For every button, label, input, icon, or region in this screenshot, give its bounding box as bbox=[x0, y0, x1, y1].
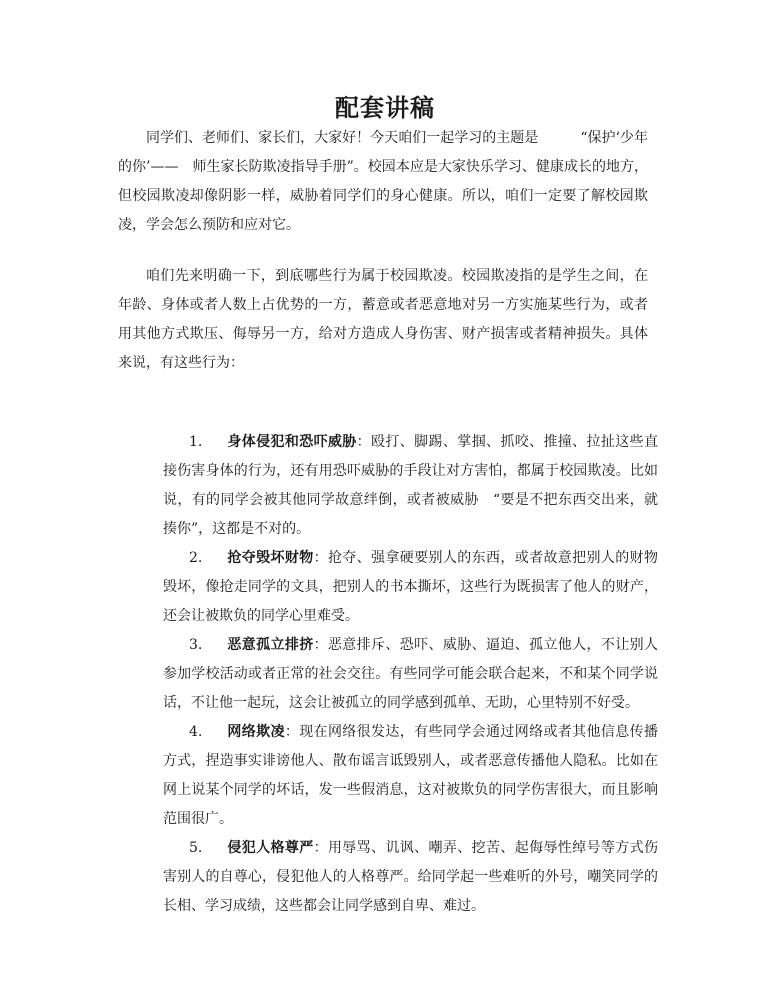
item-term: 侵犯人格尊严 bbox=[227, 840, 314, 856]
item-number: 1. bbox=[189, 434, 203, 450]
item-text: ：恶意排斥、恐吓、威胁、逼迫、孤立他人，不让别人参加学校活动或者正常的社会交往。有些同学可能会联合起来，不和某个同学说话，不让他一起玩，这会让被孤立的同学感到孤单、无助，心里特别不好受。 bbox=[163, 637, 659, 711]
list-item bbox=[163, 834, 658, 921]
item-term: 网络欺凌 bbox=[227, 724, 285, 740]
item-text: ：现在网络很发达，有些同学会通过网络或者其他信息传播方式，捏造事实诽谤他人、散布谣言诋毁别人，或者恶意传播他人隐私。比如在网上说某个同学的坏话，发一些假消息，这对被欺负的同学伤害很大，而且影响范围很广。 bbox=[163, 724, 659, 827]
page-title: 配套讲稿 bbox=[335, 93, 435, 122]
item-number: 3. bbox=[189, 637, 203, 653]
list-item bbox=[163, 631, 658, 718]
intro-paragraph: 同学们、老师们、家长们，大家好！今天咱们一起学习的主题是 “保护‘少年的你’—— 师生家长防欺凌指导手册”。校园本应是大家快乐学习、健康成长的地方，但校园欺凌却像阴影一样，威胁着同学们的身心健康。所以，咱们一定要了解校园欺凌，学会怎么预防和应对它。 bbox=[118, 130, 648, 233]
list-item bbox=[163, 428, 658, 544]
list-item bbox=[163, 718, 658, 834]
item-term: 抢夺毁坏财物 bbox=[227, 550, 314, 566]
item-number: 2. bbox=[189, 550, 203, 566]
item-text: ：殴打、脚踢、掌掴、抓咬、推撞、拉扯这些直接伤害身体的行为，还有用恐吓威胁的手段让对方害怕，都属于校园欺凌。比如说，有的同学会被其他同学故意绊倒，或者被威胁 “要是不把东西交出来，就揍你”，这都是不对的。 bbox=[163, 434, 659, 537]
definition-paragraph: 咱们先来明确一下，到底哪些行为属于校园欺凌。校园欺凌指的是学生之间，在年龄、身体或者人数上占优势的一方，蓄意或者恶意地对另一方实施某些行为，或者用其他方式欺压、侮辱另一方，给对方造成人身伤害、财产损害或者精神损失。具体来说，有这些行为： bbox=[118, 268, 648, 371]
item-number: 5. bbox=[189, 840, 203, 856]
list-item bbox=[163, 544, 658, 631]
bullying-types-list bbox=[163, 428, 658, 921]
item-term: 恶意孤立排挤 bbox=[227, 637, 314, 653]
item-text: ：抢夺、强拿硬要别人的东西，或者故意把别人的财物毁坏，像抢走同学的文具，把别人的书本撕坏，这些行为既损害了他人的财产，还会让被欺负的同学心里难受。 bbox=[163, 550, 659, 624]
item-text: ：用辱骂、讥讽、嘲弄、挖苦、起侮辱性绰号等方式伤害别人的自尊心，侵犯他人的人格尊严。给同学起一些难听的外号，嘲笑同学的长相、学习成绩，这些都会让同学感到自卑、难过。 bbox=[163, 840, 659, 914]
item-number: 4. bbox=[189, 724, 203, 740]
item-term: 身体侵犯和恐吓威胁 bbox=[227, 434, 357, 450]
